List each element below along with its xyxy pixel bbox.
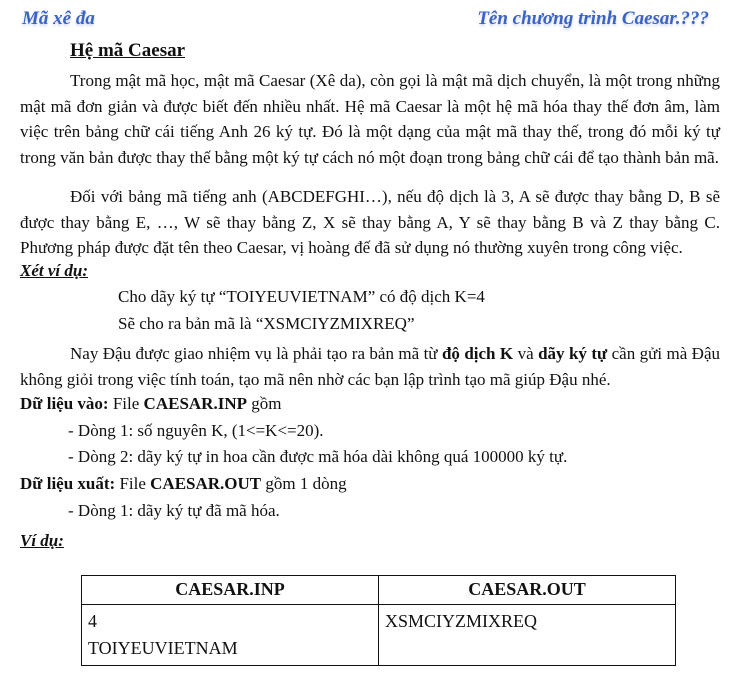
input-file-name: CAESAR.INP [143, 394, 247, 413]
sample-input-cell [82, 605, 379, 666]
input-file-prefix: File [108, 394, 144, 413]
output-line-1: - Dòng 1: dãy ký tự đã mã hóa. [68, 501, 280, 520]
task-text-2: và [513, 344, 539, 363]
output-file-name: CAESAR.OUT [150, 474, 262, 493]
output-label: Dữ liệu xuất: [20, 474, 116, 493]
example-label: Xét ví dụ: [20, 261, 88, 280]
header-input-file: CAESAR.INP [82, 576, 379, 605]
sample-input-line-1: 4 [88, 611, 97, 631]
example-line-1: Cho dãy ký tự “TOIYEUVIETNAM” có độ dịch K=4 [118, 287, 485, 306]
output-file-prefix: File [115, 474, 151, 493]
page-title: Hệ mã Caesar [70, 40, 186, 61]
input-line-1: - Dòng 1: số nguyên K, (1<=K<=20). [68, 421, 324, 440]
task-text-1: Nay Đậu được giao nhiệm vụ là phải tạo ra bản mã từ [70, 344, 442, 363]
header-left-title: Mã xê đa [22, 8, 95, 29]
input-label: Dữ liệu vào: [20, 394, 109, 413]
task-paragraph [20, 341, 720, 392]
sample-label: Ví dụ: [20, 531, 64, 550]
header-right-title: Tên chương trình Caesar.??? [477, 8, 709, 29]
output-suffix: gồm 1 dòng [261, 474, 347, 493]
input-line-2: - Dòng 2: dãy ký tự in hoa cần được mã hóa dài không quá 100000 ký tự. [68, 447, 568, 466]
sample-table [81, 575, 676, 666]
sample-table-row [82, 605, 676, 666]
task-bold-shift: độ dịch K [441, 344, 514, 363]
input-suffix: gồm [246, 394, 282, 413]
example-line-2: Sẽ cho ra bản mã là “XSMCIYZMIXREQ” [118, 314, 415, 333]
sample-table-header-row [82, 576, 676, 605]
input-spec-heading [20, 394, 281, 414]
intro-paragraph: Trong mật mã học, mật mã Caesar (Xê da), còn gọi là mật mã dịch chuyển, là một trong những mật mã đơn giản và được biết đến nhiều nhất. Hệ mã Caesar là một hệ mã hóa thay thế đơn âm, làm việc trên bảng chữ cái tiếng Anh 26 ký tự. Đó là một dạng của mật mã thay thế, trong đó mỗi ký tự trong văn bản được thay thế bằng một ký tự cách nó một đoạn trong bảng chữ cái để tạo thành bản mã. [20, 71, 720, 167]
sample-output-cell [379, 605, 676, 666]
sample-output-line-1: XSMCIYZMIXREQ [385, 611, 538, 631]
output-spec-heading [20, 474, 347, 494]
task-bold-string: dãy ký tự [538, 344, 608, 363]
header-output-file: CAESAR.OUT [379, 576, 676, 605]
sample-input-line-2: TOIYEUVIETNAM [88, 638, 238, 658]
task-text-3: cần gửi mà Đậu không giỏi trong việc tính toán, tạo mã nên nhờ các bạn lập trình tạo mã giúp Đậu nhé. [20, 344, 721, 389]
shift-paragraph: Đối với bảng mã tiếng anh (ABCDEFGHI…), nếu độ dịch là 3, A sẽ được thay bằng D, B sẽ được thay bằng E, …, W sẽ thay bằng Z, X sẽ thay bằng A, Y sẽ thay bằng B và Z thay bằng C. Phương pháp được đặt tên theo Caesar, vị hoàng đế đã sử dụng nó thường xuyên trong công việc. [20, 187, 720, 257]
